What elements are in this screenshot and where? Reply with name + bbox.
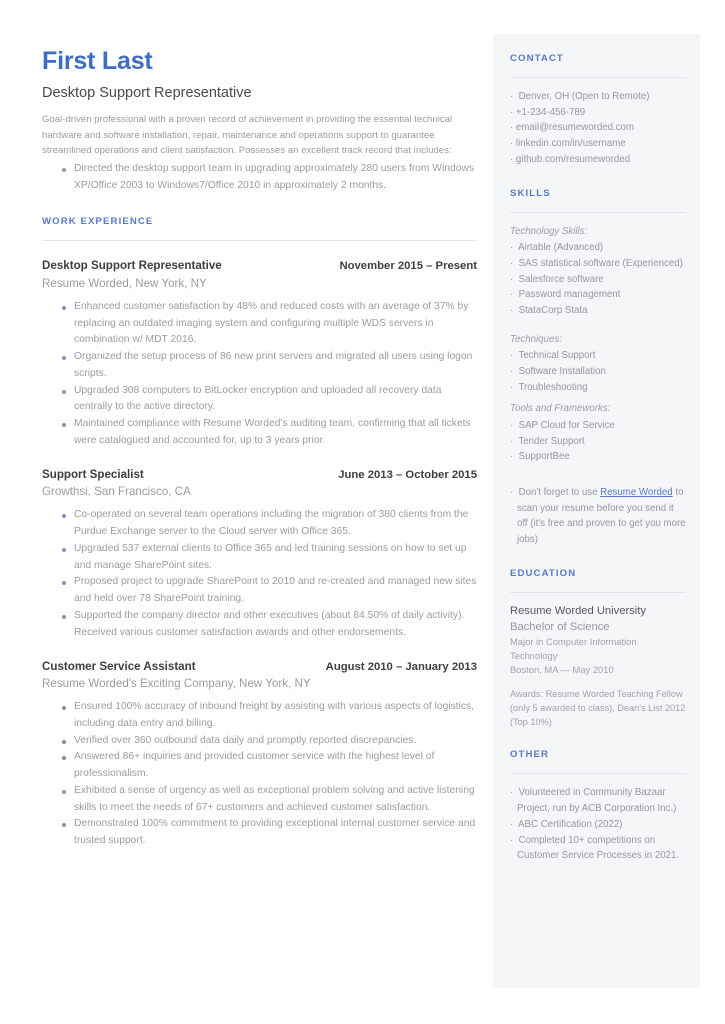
contact-location: Denver, OH (Open to Remote) bbox=[518, 91, 650, 102]
list-item: · ABC Certification (2022) bbox=[510, 818, 623, 830]
skill-item: StataCorp Stata bbox=[518, 304, 588, 316]
list-item: · Airtable (Advanced) bbox=[510, 242, 604, 254]
contact-phone[interactable]: +1-234-456-789 bbox=[515, 106, 586, 118]
list-item: · Tender Support bbox=[510, 435, 585, 447]
job-company: Growthsi, San Francisco, CA bbox=[42, 485, 191, 499]
contact-linkedin[interactable]: linkedin.com/in/username bbox=[515, 138, 626, 150]
other-item: Volunteered in Community Bazaar Project, run by ACB Corporation Inc.) bbox=[517, 787, 677, 815]
list-item: Upgraded 537 external clients to Office 365 and led training sessions on how to set up and manage SharePoint sites. bbox=[42, 541, 477, 575]
job-title: Customer Service Assistant bbox=[42, 659, 196, 673]
list-item: · Denver, OH (Open to Remote) bbox=[510, 91, 650, 102]
other-item: ABC Certification (2022) bbox=[518, 818, 623, 830]
summary-bullet-list bbox=[42, 161, 477, 194]
job-company: Resume Worded's Exciting Company, New York, NY bbox=[42, 676, 311, 690]
list-item: Supported the company director and other executives (about 84.50% of daily activity). Received various customer satisfaction awards and other endorsements. bbox=[42, 608, 477, 642]
sidebar-section-title-skills: SKILLS bbox=[510, 187, 551, 199]
other-section bbox=[510, 749, 686, 864]
skill-item: Airtable (Advanced) bbox=[518, 242, 604, 254]
list-item: Maintained compliance with Resume Worded's auditing team, confirming that all tickets were catalogued and accounted for, up to 3 years prior. bbox=[42, 416, 477, 450]
job-title: Support Specialist bbox=[42, 467, 144, 481]
list-item: Answered 86+ inquiries and provided customer service with the highest level of professionalism. bbox=[42, 749, 477, 783]
professional-summary: Goal-driven professional with a proven record of achievement in providing the essential technical hardware and software installation, repair, maintenance and operations support to guarantee streamlined operations and client satisfaction. Possesses an excellent track record that includes: bbox=[42, 114, 453, 157]
job-entry bbox=[42, 258, 477, 450]
sidebar-divider bbox=[510, 77, 686, 78]
contact-list bbox=[510, 89, 686, 168]
candidate-headline: Desktop Support Representative bbox=[42, 84, 252, 101]
sidebar-section-title-contact: CONTACT bbox=[510, 53, 564, 64]
skills-group-label: Techniques: bbox=[510, 333, 562, 345]
sidebar-section-title-education: EDUCATION bbox=[510, 567, 577, 579]
skill-item: SAS statistical software (Experienced) bbox=[518, 257, 683, 269]
skills-list bbox=[510, 348, 686, 395]
job-date: August 2010 – January 2013 bbox=[325, 660, 477, 673]
list-item: · linkedin.com/in/username bbox=[510, 138, 626, 150]
job-header-row bbox=[42, 467, 477, 483]
skills-list bbox=[510, 418, 686, 465]
skill-item: Technical Support bbox=[518, 350, 596, 362]
list-item: · Volunteered in Community Bazaar Project, run by ACB Corporation Inc.) bbox=[510, 787, 677, 815]
skills-group-label: Technology Skills: bbox=[510, 225, 588, 237]
skill-item: Troubleshooting bbox=[518, 381, 588, 393]
list-item: · Software Installation bbox=[510, 365, 606, 377]
education-school: Resume Worded University bbox=[510, 604, 646, 617]
list-item: Upgraded 308 computers to BitLocker encryption and uploaded all recovery data centrally to the active directory. bbox=[42, 383, 477, 417]
skills-list bbox=[510, 240, 686, 319]
main-column bbox=[42, 48, 477, 850]
spacer bbox=[510, 465, 686, 485]
skill-item: Salesforce software bbox=[518, 273, 604, 285]
education-location-date: Boston, MA — May 2010 bbox=[510, 664, 614, 676]
job-date: November 2015 – Present bbox=[339, 260, 477, 273]
list-item: · Salesforce software bbox=[510, 273, 604, 285]
skill-item: Password management bbox=[518, 289, 621, 301]
job-entry bbox=[42, 467, 477, 642]
skills-section bbox=[510, 188, 686, 548]
sidebar-divider bbox=[510, 592, 686, 593]
skill-item: Tender Support bbox=[518, 435, 585, 447]
job-header-row bbox=[42, 659, 477, 675]
spacer bbox=[510, 319, 686, 332]
list-item: · SAP Cloud for Service bbox=[510, 419, 615, 431]
candidate-name: First Last bbox=[42, 47, 153, 75]
contact-email[interactable]: email@resumeworded.com bbox=[515, 122, 634, 134]
list-item: · Password management bbox=[510, 289, 621, 301]
note-prefix: Don't forget to use bbox=[518, 487, 601, 499]
education-major: Major in Computer Information Technology bbox=[510, 636, 637, 662]
job-date: June 2013 – October 2015 bbox=[338, 468, 477, 481]
list-item: Verified over 360 outbound data daily and promptly reported discrepancies. bbox=[42, 733, 477, 750]
job-header-row bbox=[42, 258, 477, 274]
resume-worded-link[interactable]: Resume Worded bbox=[600, 487, 673, 499]
list-item: · email@resumeworded.com bbox=[510, 122, 634, 134]
job-bullet-list bbox=[42, 699, 477, 850]
list-item: Proposed project to upgrade SharePoint to 2010 and re-created and managed new sites and held over 78 SharePoint training. bbox=[42, 574, 477, 608]
sidebar-divider bbox=[510, 212, 686, 213]
list-item: · SAS statistical software (Experienced) bbox=[510, 257, 683, 269]
job-title: Desktop Support Representative bbox=[42, 259, 222, 273]
section-title-work-experience: WORK EXPERIENCE bbox=[42, 216, 154, 228]
list-item: · Troubleshooting bbox=[510, 381, 588, 393]
skills-group-label: Tools and Frameworks: bbox=[510, 403, 611, 415]
list-item: Co-operated on several team operations including the migration of 380 clients from the Purdue Exchange server to the Cloud server with Office 365. bbox=[42, 507, 477, 541]
list-item: · Technical Support bbox=[510, 350, 596, 362]
sidebar-section-title-other: OTHER bbox=[510, 749, 550, 761]
list-item: Exhibited a sense of urgency as well as exceptional problem solving and active listening skills to meet the needs of 67+ customers and achieved customer satisfaction. bbox=[42, 783, 477, 817]
contact-github[interactable]: github.com/resumeworded bbox=[515, 153, 631, 165]
resume-worded-note: · Don't forget to use Resume Worded to scan your resume before you send it off (it's free and proven to get you more jobs) bbox=[510, 487, 686, 546]
education-awards: Awards: Resume Worded Teaching Fellow (only 5 awarded to class), Dean's List 2012 (Top 10%) bbox=[510, 688, 686, 728]
note-suffix: to scan your resume before you send it off (it's free and proven to get you more jobs) bbox=[517, 487, 686, 546]
skill-item: SAP Cloud for Service bbox=[518, 419, 615, 431]
list-item: · SupportBee bbox=[510, 451, 570, 463]
list-item: · +1-234-456-789 bbox=[510, 106, 586, 118]
job-company: Resume Worded, New York, NY bbox=[42, 276, 207, 290]
other-list bbox=[510, 785, 686, 864]
other-item: Completed 10+ competitions on Customer Service Processes in 2021. bbox=[517, 834, 680, 862]
job-bullet-list bbox=[42, 507, 477, 641]
list-item: Ensured 100% accuracy of inbound freight by assisting with various aspects of logistics, including data entry and billing. bbox=[42, 699, 477, 733]
list-item: Enhanced customer satisfaction by 48% and reduced costs with an average of 37% by replacing an outdated imaging system and configuring multiple WDS servers in combination w/ MDT 2016. bbox=[42, 299, 477, 349]
list-item: Demonstrated 100% commitment to providing exceptional internal customer service and trusted support. bbox=[42, 816, 477, 850]
section-divider bbox=[42, 240, 477, 241]
skill-item: Software Installation bbox=[518, 365, 606, 377]
list-item: · StataCorp Stata bbox=[510, 304, 588, 316]
list-item: Organized the setup process of 86 new print servers and migrated all users using logon scripts. bbox=[42, 349, 477, 383]
job-bullet-list bbox=[42, 299, 477, 450]
list-item: Directed the desktop support team in upgrading approximately 280 users from Windows XP/Office 2003 to Windows7/Office 2010 in approximately 2 months. bbox=[42, 161, 477, 194]
skill-item: SupportBee bbox=[518, 451, 570, 463]
job-entry bbox=[42, 659, 477, 851]
education-section bbox=[510, 568, 686, 729]
list-item: · github.com/resumeworded bbox=[510, 153, 631, 165]
education-degree: Bachelor of Science bbox=[510, 620, 610, 633]
list-item: · Completed 10+ competitions on Customer Service Processes in 2021. bbox=[510, 834, 680, 862]
sidebar bbox=[493, 34, 700, 988]
sidebar-divider bbox=[510, 773, 686, 774]
